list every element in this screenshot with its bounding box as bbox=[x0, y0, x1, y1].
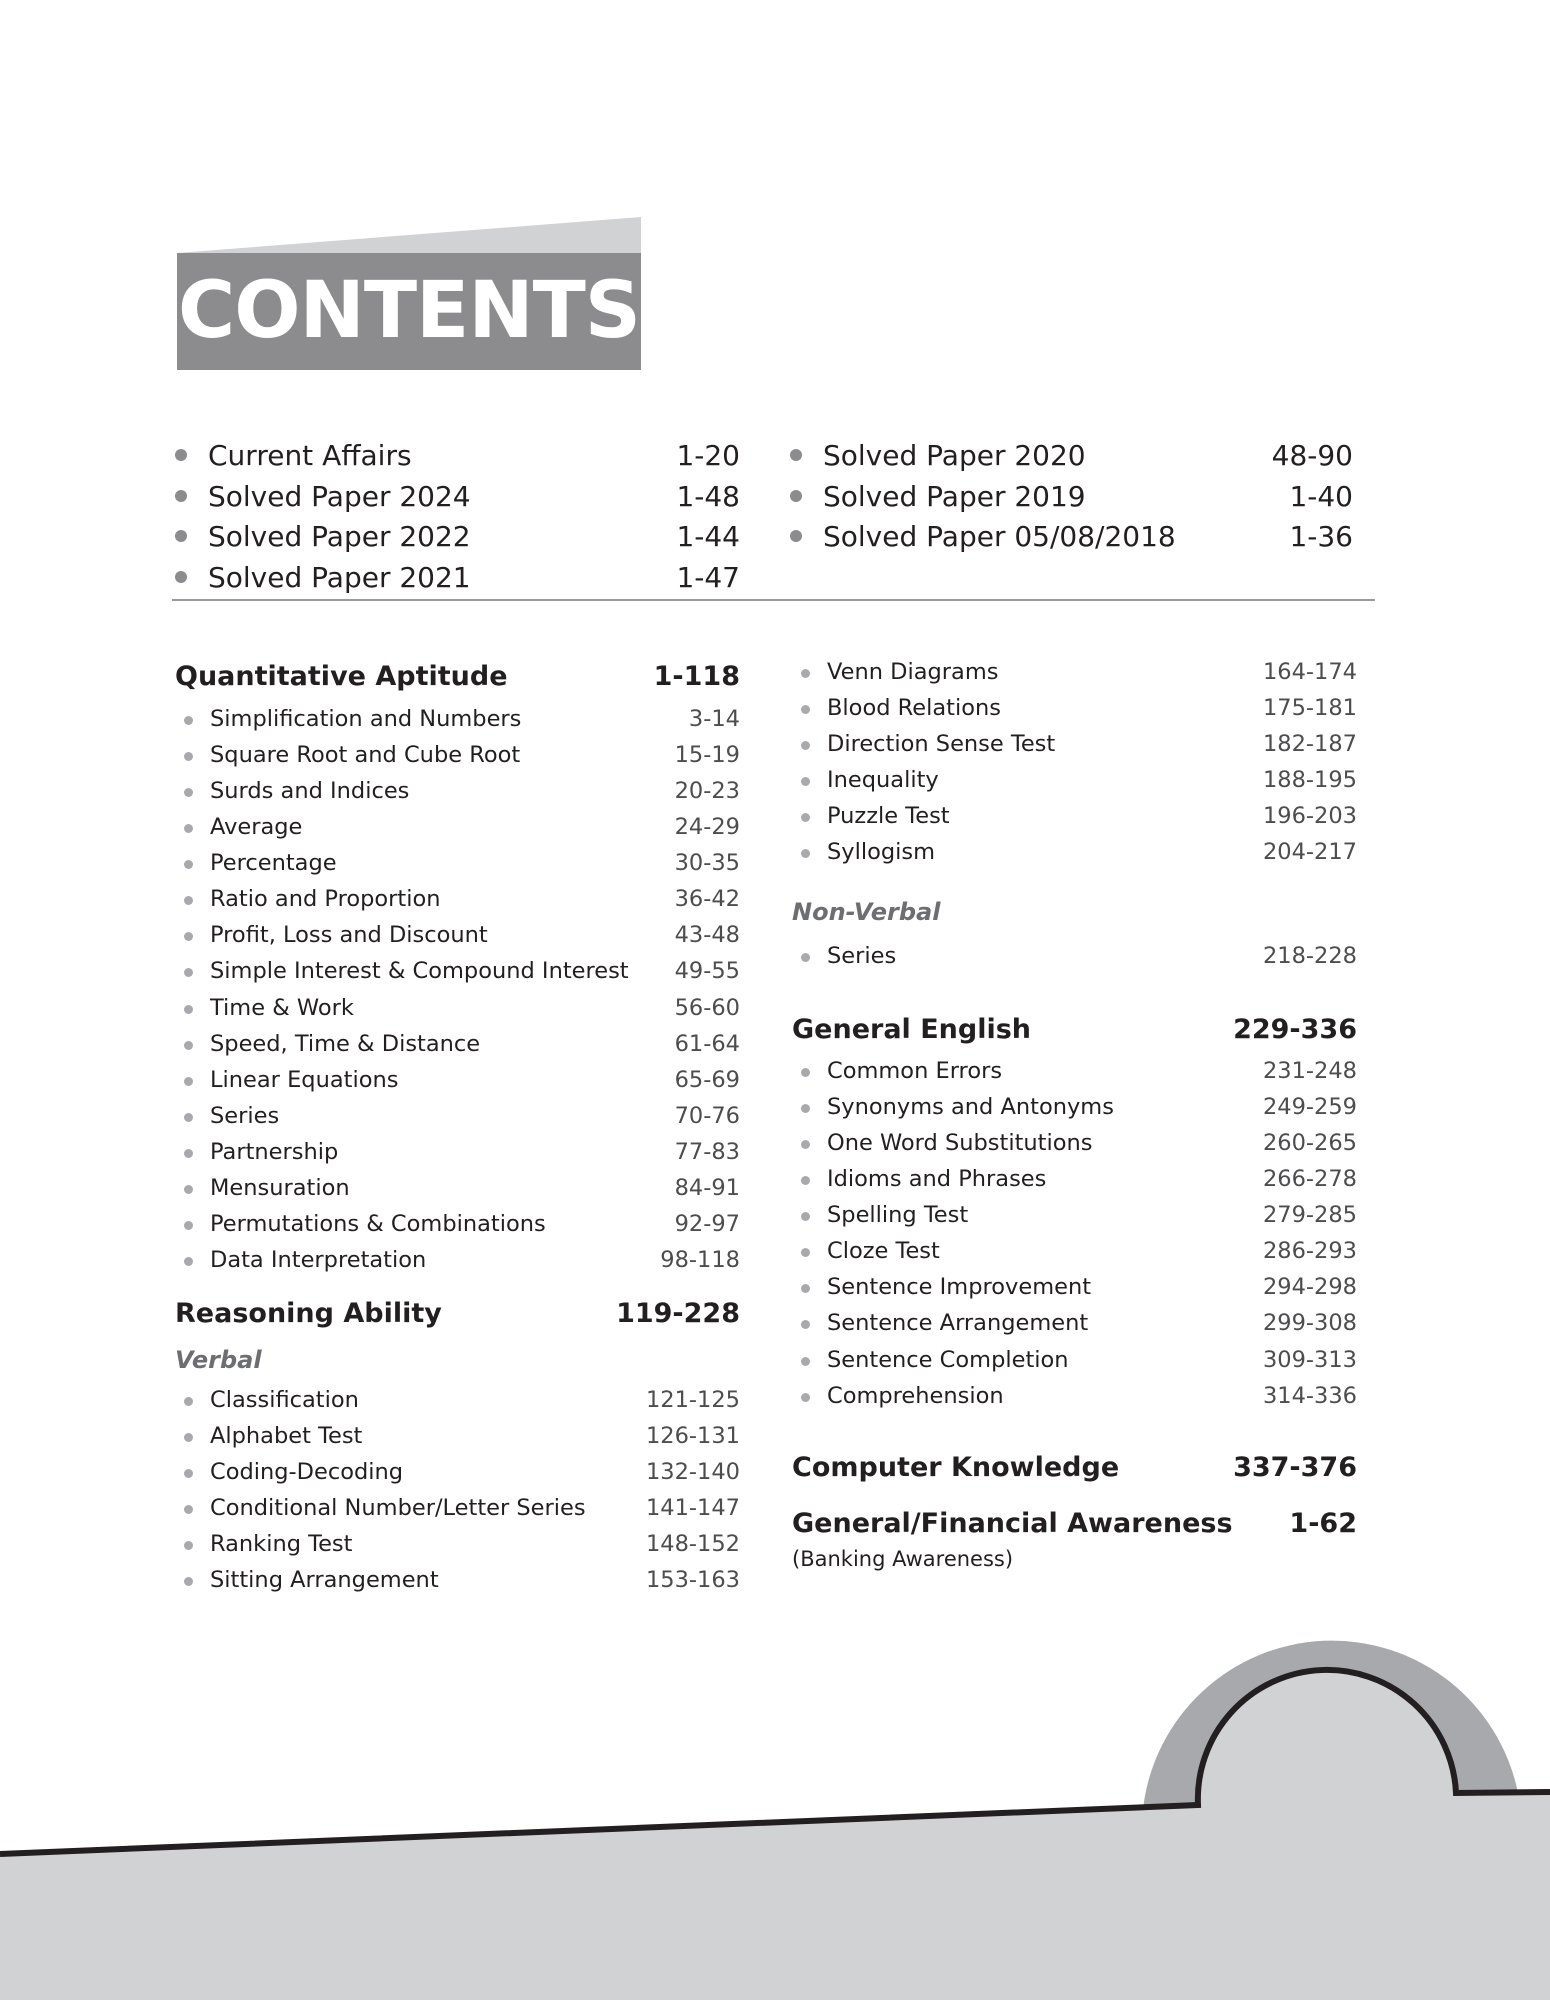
section-reasoning-ability bbox=[175, 1294, 740, 1334]
footer-decoration bbox=[0, 1620, 1550, 2000]
entry-label: Coding-Decoding bbox=[210, 1459, 404, 1486]
toc-entry bbox=[792, 1342, 1357, 1378]
entry-label: Mensuration bbox=[210, 1174, 350, 1201]
toc-entry bbox=[175, 1170, 740, 1206]
entry-label: Comprehension bbox=[827, 1382, 1004, 1409]
entry-label: Inequality bbox=[827, 767, 939, 794]
bullet-icon bbox=[801, 669, 810, 678]
awareness-note: (Banking Awareness) bbox=[792, 1547, 1014, 1571]
bullet-icon bbox=[175, 530, 187, 542]
toc-entry bbox=[175, 477, 740, 517]
toc-entry bbox=[792, 1305, 1357, 1341]
bullet-icon bbox=[801, 813, 810, 822]
toc-entry bbox=[790, 517, 1353, 557]
bullet-icon bbox=[801, 777, 810, 786]
section-title: Quantitative Aptitude bbox=[175, 661, 508, 692]
bullet-icon bbox=[790, 490, 802, 502]
entry-page: 141-147 bbox=[645, 1495, 740, 1522]
entry-page: 20-23 bbox=[674, 778, 740, 805]
toc-entry bbox=[792, 1233, 1357, 1269]
section-title: General English bbox=[792, 1014, 1031, 1045]
entry-label: Sentence Improvement bbox=[827, 1274, 1092, 1301]
entry-page: 65-69 bbox=[674, 1066, 740, 1093]
bullet-icon bbox=[801, 953, 810, 962]
bullet-icon bbox=[801, 1212, 810, 1221]
bullet-icon bbox=[175, 571, 187, 583]
toc-entry bbox=[790, 436, 1353, 476]
entry-label: Partnership bbox=[210, 1138, 339, 1165]
bullet-icon bbox=[175, 490, 187, 502]
bullet-icon bbox=[184, 1257, 193, 1266]
entry-page: 126-131 bbox=[645, 1423, 740, 1450]
entry-label: Idioms and Phrases bbox=[827, 1166, 1047, 1193]
toc-entry bbox=[792, 654, 1357, 690]
entry-page: 175-181 bbox=[1262, 695, 1357, 722]
entry-label: Surds and Indices bbox=[210, 778, 410, 805]
toc-entry bbox=[792, 762, 1357, 798]
bullet-icon bbox=[184, 1397, 193, 1406]
bullet-icon bbox=[184, 932, 193, 941]
bullet-icon bbox=[184, 752, 193, 761]
bullet-icon bbox=[801, 1176, 810, 1185]
entry-page: 266-278 bbox=[1262, 1166, 1357, 1193]
entry-label: Blood Relations bbox=[827, 695, 1001, 722]
entry-label: Ratio and Proportion bbox=[210, 886, 441, 913]
toc-entry bbox=[175, 809, 740, 845]
entry-label: Permutations & Combinations bbox=[210, 1210, 546, 1237]
entry-page: 1-48 bbox=[676, 479, 740, 513]
subhead-non-verbal: Non-Verbal bbox=[792, 898, 941, 926]
entry-label: Percentage bbox=[210, 850, 337, 877]
bullet-icon bbox=[184, 716, 193, 725]
toc-entry bbox=[792, 726, 1357, 762]
entry-label: Sentence Completion bbox=[827, 1346, 1069, 1373]
bullet-icon bbox=[801, 849, 810, 858]
entry-label: Syllogism bbox=[827, 839, 936, 866]
toc-entry bbox=[175, 436, 740, 476]
entry-label: Solved Paper 2024 bbox=[208, 479, 471, 513]
toc-entry bbox=[175, 558, 740, 598]
entry-page: 260-265 bbox=[1262, 1130, 1357, 1157]
section-page: 1-118 bbox=[653, 661, 740, 692]
toc-entry bbox=[792, 1197, 1357, 1233]
entry-page: 231-248 bbox=[1262, 1058, 1357, 1084]
bullet-icon bbox=[801, 1104, 810, 1113]
entry-label: Common Errors bbox=[827, 1058, 1003, 1084]
entry-label: Solved Paper 2022 bbox=[208, 520, 471, 553]
toc-entry bbox=[792, 1161, 1357, 1197]
toc-entry bbox=[175, 1490, 740, 1526]
bullet-icon bbox=[790, 530, 802, 542]
entry-page: 84-91 bbox=[674, 1174, 740, 1201]
entry-label: Sentence Arrangement bbox=[827, 1310, 1089, 1337]
toc-entry bbox=[175, 845, 740, 881]
bullet-icon bbox=[184, 1541, 193, 1550]
entry-page: 49-55 bbox=[674, 958, 740, 985]
entry-label: Puzzle Test bbox=[827, 803, 950, 830]
toc-entry bbox=[175, 1026, 740, 1062]
entry-label: Series bbox=[827, 943, 897, 969]
entry-page: 1-20 bbox=[676, 439, 740, 472]
entry-page: 204-217 bbox=[1262, 839, 1357, 866]
entry-label: Synonyms and Antonyms bbox=[827, 1094, 1114, 1121]
section-quantitative-aptitude bbox=[175, 657, 740, 697]
entry-page: 1-36 bbox=[1289, 520, 1353, 553]
toc-entry bbox=[175, 953, 740, 989]
entry-page: 279-285 bbox=[1262, 1202, 1357, 1229]
toc-entry bbox=[175, 990, 740, 1026]
section-page: 1-62 bbox=[1289, 1508, 1357, 1539]
toc-entry bbox=[175, 517, 740, 557]
section-title: Reasoning Ability bbox=[175, 1298, 442, 1329]
entry-page: 61-64 bbox=[674, 1030, 740, 1057]
bullet-icon bbox=[175, 449, 187, 461]
entry-page: 188-195 bbox=[1262, 767, 1357, 794]
bullet-icon bbox=[801, 1320, 810, 1329]
bullet-icon bbox=[801, 1248, 810, 1257]
entry-page: 153-163 bbox=[645, 1567, 740, 1594]
section-general-english bbox=[792, 1010, 1357, 1050]
toc-entry bbox=[175, 773, 740, 809]
entry-page: 1-40 bbox=[1289, 479, 1353, 513]
entry-page: 43-48 bbox=[674, 922, 740, 949]
entry-page: 56-60 bbox=[674, 994, 740, 1021]
bullet-icon bbox=[184, 1433, 193, 1442]
toc-entry bbox=[792, 834, 1357, 870]
section-page: 229-336 bbox=[1233, 1014, 1357, 1045]
entry-page: 294-298 bbox=[1262, 1274, 1357, 1301]
entry-page: 48-90 bbox=[1271, 439, 1353, 472]
entry-page: 286-293 bbox=[1262, 1238, 1357, 1265]
entry-label: Ranking Test bbox=[210, 1531, 353, 1558]
entry-label: Cloze Test bbox=[827, 1238, 940, 1265]
section-financial-awareness bbox=[792, 1504, 1357, 1544]
entry-label: Simple Interest & Compound Interest bbox=[210, 958, 629, 985]
subhead-verbal: Verbal bbox=[175, 1346, 262, 1374]
bullet-icon bbox=[184, 1149, 193, 1158]
entry-page: 3-14 bbox=[688, 706, 740, 732]
entry-label: Solved Paper 2021 bbox=[208, 560, 471, 594]
bullet-icon bbox=[184, 1577, 193, 1586]
entry-page: 132-140 bbox=[645, 1459, 740, 1486]
entry-page: 121-125 bbox=[645, 1387, 740, 1413]
bullet-icon bbox=[184, 1041, 193, 1050]
entry-page: 70-76 bbox=[674, 1102, 740, 1129]
entry-label: Solved Paper 2020 bbox=[823, 439, 1086, 472]
section-title: Computer Knowledge bbox=[792, 1452, 1120, 1483]
bullet-icon bbox=[184, 1221, 193, 1230]
toc-entry bbox=[175, 1526, 740, 1562]
toc-entry bbox=[175, 917, 740, 953]
entry-page: 218-228 bbox=[1262, 943, 1357, 969]
entry-page: 1-47 bbox=[676, 560, 740, 594]
toc-entry bbox=[175, 1454, 740, 1490]
entry-label: Current Affairs bbox=[208, 439, 412, 472]
entry-page: 30-35 bbox=[674, 850, 740, 877]
entry-page: 182-187 bbox=[1262, 731, 1357, 758]
bullet-icon bbox=[184, 1113, 193, 1122]
entry-page: 92-97 bbox=[674, 1210, 740, 1237]
toc-entry bbox=[175, 1562, 740, 1598]
entry-page: 164-174 bbox=[1262, 659, 1357, 685]
toc-entry bbox=[792, 938, 1357, 974]
toc-entry bbox=[792, 1378, 1357, 1414]
toc-entry bbox=[175, 701, 740, 737]
section-title: General/Financial Awareness bbox=[792, 1508, 1233, 1539]
entry-label: Sitting Arrangement bbox=[210, 1567, 439, 1594]
entry-label: Linear Equations bbox=[210, 1066, 399, 1093]
section-page: 119-228 bbox=[616, 1298, 740, 1329]
bullet-icon bbox=[801, 1140, 810, 1149]
entry-page: 148-152 bbox=[645, 1531, 740, 1558]
entry-label: Spelling Test bbox=[827, 1202, 969, 1229]
entry-page: 24-29 bbox=[674, 814, 740, 841]
entry-label: Profit, Loss and Discount bbox=[210, 922, 488, 949]
bullet-icon bbox=[801, 1068, 810, 1077]
divider-rule bbox=[172, 599, 1375, 601]
entry-label: Direction Sense Test bbox=[827, 731, 1056, 758]
entry-page: 249-259 bbox=[1262, 1094, 1357, 1121]
bullet-icon bbox=[801, 1284, 810, 1293]
entry-label: Time & Work bbox=[210, 994, 354, 1021]
toc-entry bbox=[175, 1206, 740, 1242]
bullet-icon bbox=[184, 824, 193, 833]
bullet-icon bbox=[801, 1393, 810, 1402]
entry-label: Solved Paper 2019 bbox=[823, 479, 1086, 513]
bullet-icon bbox=[184, 1185, 193, 1194]
bullet-icon bbox=[801, 1357, 810, 1366]
bullet-icon bbox=[184, 1077, 193, 1086]
page-title: CONTENTS bbox=[177, 253, 641, 370]
toc-entry bbox=[175, 1242, 740, 1278]
entry-page: 15-19 bbox=[674, 742, 740, 769]
bullet-icon bbox=[184, 1469, 193, 1478]
bullet-icon bbox=[184, 896, 193, 905]
entry-label: Average bbox=[210, 814, 303, 841]
entry-page: 196-203 bbox=[1262, 803, 1357, 830]
bullet-icon bbox=[184, 860, 193, 869]
entry-page: 77-83 bbox=[674, 1138, 740, 1165]
toc-entry bbox=[792, 1053, 1357, 1089]
entry-label: Conditional Number/Letter Series bbox=[210, 1495, 586, 1522]
bullet-icon bbox=[184, 1005, 193, 1014]
toc-entry bbox=[792, 690, 1357, 726]
bullet-icon bbox=[184, 1505, 193, 1514]
entry-page: 309-313 bbox=[1262, 1346, 1357, 1373]
entry-label: Classification bbox=[210, 1387, 359, 1413]
section-computer-knowledge bbox=[792, 1448, 1357, 1488]
entry-page: 98-118 bbox=[660, 1247, 740, 1274]
entry-label: Alphabet Test bbox=[210, 1423, 363, 1450]
toc-entry bbox=[792, 1125, 1357, 1161]
section-page: 337-376 bbox=[1233, 1452, 1357, 1483]
bullet-icon bbox=[184, 968, 193, 977]
toc-entry bbox=[175, 1062, 740, 1098]
toc-entry bbox=[790, 477, 1353, 517]
toc-entry bbox=[175, 1134, 740, 1170]
toc-entry bbox=[792, 798, 1357, 834]
entry-page: 299-308 bbox=[1262, 1310, 1357, 1337]
entry-label: Venn Diagrams bbox=[827, 659, 999, 685]
entry-label: Solved Paper 05/08/2018 bbox=[823, 520, 1176, 553]
entry-label: Simplification and Numbers bbox=[210, 706, 522, 732]
bullet-icon bbox=[801, 705, 810, 714]
entry-label: One Word Substitutions bbox=[827, 1130, 1093, 1157]
title-accent-shape bbox=[177, 217, 642, 257]
entry-page: 36-42 bbox=[674, 886, 740, 913]
bullet-icon bbox=[801, 741, 810, 750]
entry-label: Speed, Time & Distance bbox=[210, 1030, 481, 1057]
toc-entry bbox=[175, 881, 740, 917]
entry-page: 314-336 bbox=[1262, 1382, 1357, 1409]
toc-entry bbox=[175, 737, 740, 773]
entry-label: Data Interpretation bbox=[210, 1247, 427, 1274]
entry-label: Square Root and Cube Root bbox=[210, 742, 521, 769]
toc-entry bbox=[175, 1098, 740, 1134]
toc-entry bbox=[175, 1418, 740, 1454]
toc-entry bbox=[792, 1089, 1357, 1125]
toc-entry bbox=[792, 1269, 1357, 1305]
entry-label: Series bbox=[210, 1102, 280, 1129]
entry-page: 1-44 bbox=[676, 520, 740, 553]
bullet-icon bbox=[184, 788, 193, 797]
bullet-icon bbox=[790, 449, 802, 461]
toc-entry bbox=[175, 1382, 740, 1418]
